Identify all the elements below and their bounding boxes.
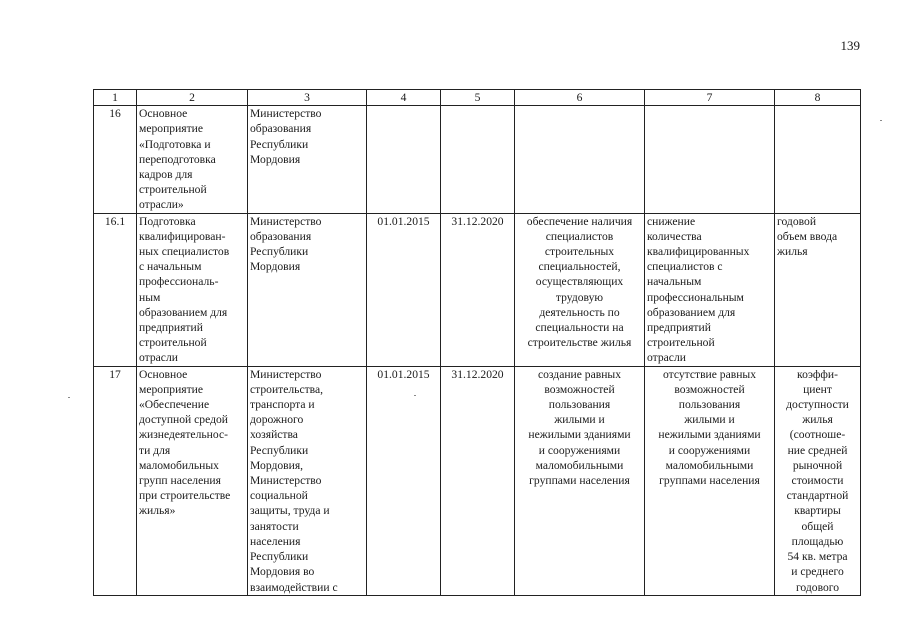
row-number: 16.1	[94, 213, 137, 366]
expected-result: создание равных возможностей пользования жилыми и нежилыми зданиями и сооружениями маломобильными группами населения	[515, 366, 645, 595]
col-header-1: 1	[94, 90, 137, 106]
consequence	[645, 106, 775, 213]
expected-result: обеспечение наличия специалистов строительных специальностей, осуществляющих трудовую деятельность по специальности на строительстве жилья	[515, 213, 645, 366]
header-row	[94, 90, 861, 106]
start-date	[367, 106, 441, 213]
row-number: 17	[94, 366, 137, 595]
indicator: коэффи- циент доступности жилья (соотноше- ние средней рыночной стоимости стандартной квартиры общей площадью 54 кв. метра и среднего годового	[775, 366, 861, 595]
scan-speck	[414, 395, 416, 396]
col-header-4: 4	[367, 90, 441, 106]
event-name: Подготовка квалифицирован- ных специалистов с начальным профессиональ- ным образованием для предприятий строительной отрасли	[137, 213, 248, 366]
table-row	[94, 106, 861, 213]
indicator	[775, 106, 861, 213]
col-header-2: 2	[137, 90, 248, 106]
row-number: 16	[94, 106, 137, 213]
col-header-6: 6	[515, 90, 645, 106]
col-header-5: 5	[441, 90, 515, 106]
end-date: 31.12.2020	[441, 366, 515, 595]
scan-speck	[880, 120, 882, 121]
program-table	[93, 89, 861, 596]
col-header-7: 7	[645, 90, 775, 106]
event-name: Основное мероприятие «Подготовка и переподготовка кадров для строительной отрасли»	[137, 106, 248, 213]
scan-speck	[68, 397, 70, 398]
table-row	[94, 366, 861, 595]
end-date	[441, 106, 515, 213]
indicator: годовой объем ввода жилья	[775, 213, 861, 366]
start-date: 01.01.2015	[367, 366, 441, 595]
consequence: снижение количества квалифицированных специалистов с начальным профессиональным образованием для предприятий строительной отрасли	[645, 213, 775, 366]
start-date: 01.01.2015	[367, 213, 441, 366]
expected-result	[515, 106, 645, 213]
executor: Министерство строительства, транспорта и дорожного хозяйства Республики Мордовия, Министерство социальной защиты, труда и занятости населения Республики Мордовия во взаимодействии с	[248, 366, 367, 595]
end-date: 31.12.2020	[441, 213, 515, 366]
table-row	[94, 213, 861, 366]
page-number: 139	[840, 38, 860, 53]
event-name: Основное мероприятие «Обеспечение доступной средой жизнедеятельнос- ти для маломобильных групп населения при строительстве жилья»	[137, 366, 248, 595]
col-header-8: 8	[775, 90, 861, 106]
executor: Министерство образования Республики Мордовия	[248, 213, 367, 366]
consequence: отсутствие равных возможностей пользования жилыми и нежилыми зданиями и сооружениями маломобильными группами населения	[645, 366, 775, 595]
executor: Министерство образования Республики Мордовия	[248, 106, 367, 213]
col-header-3: 3	[248, 90, 367, 106]
